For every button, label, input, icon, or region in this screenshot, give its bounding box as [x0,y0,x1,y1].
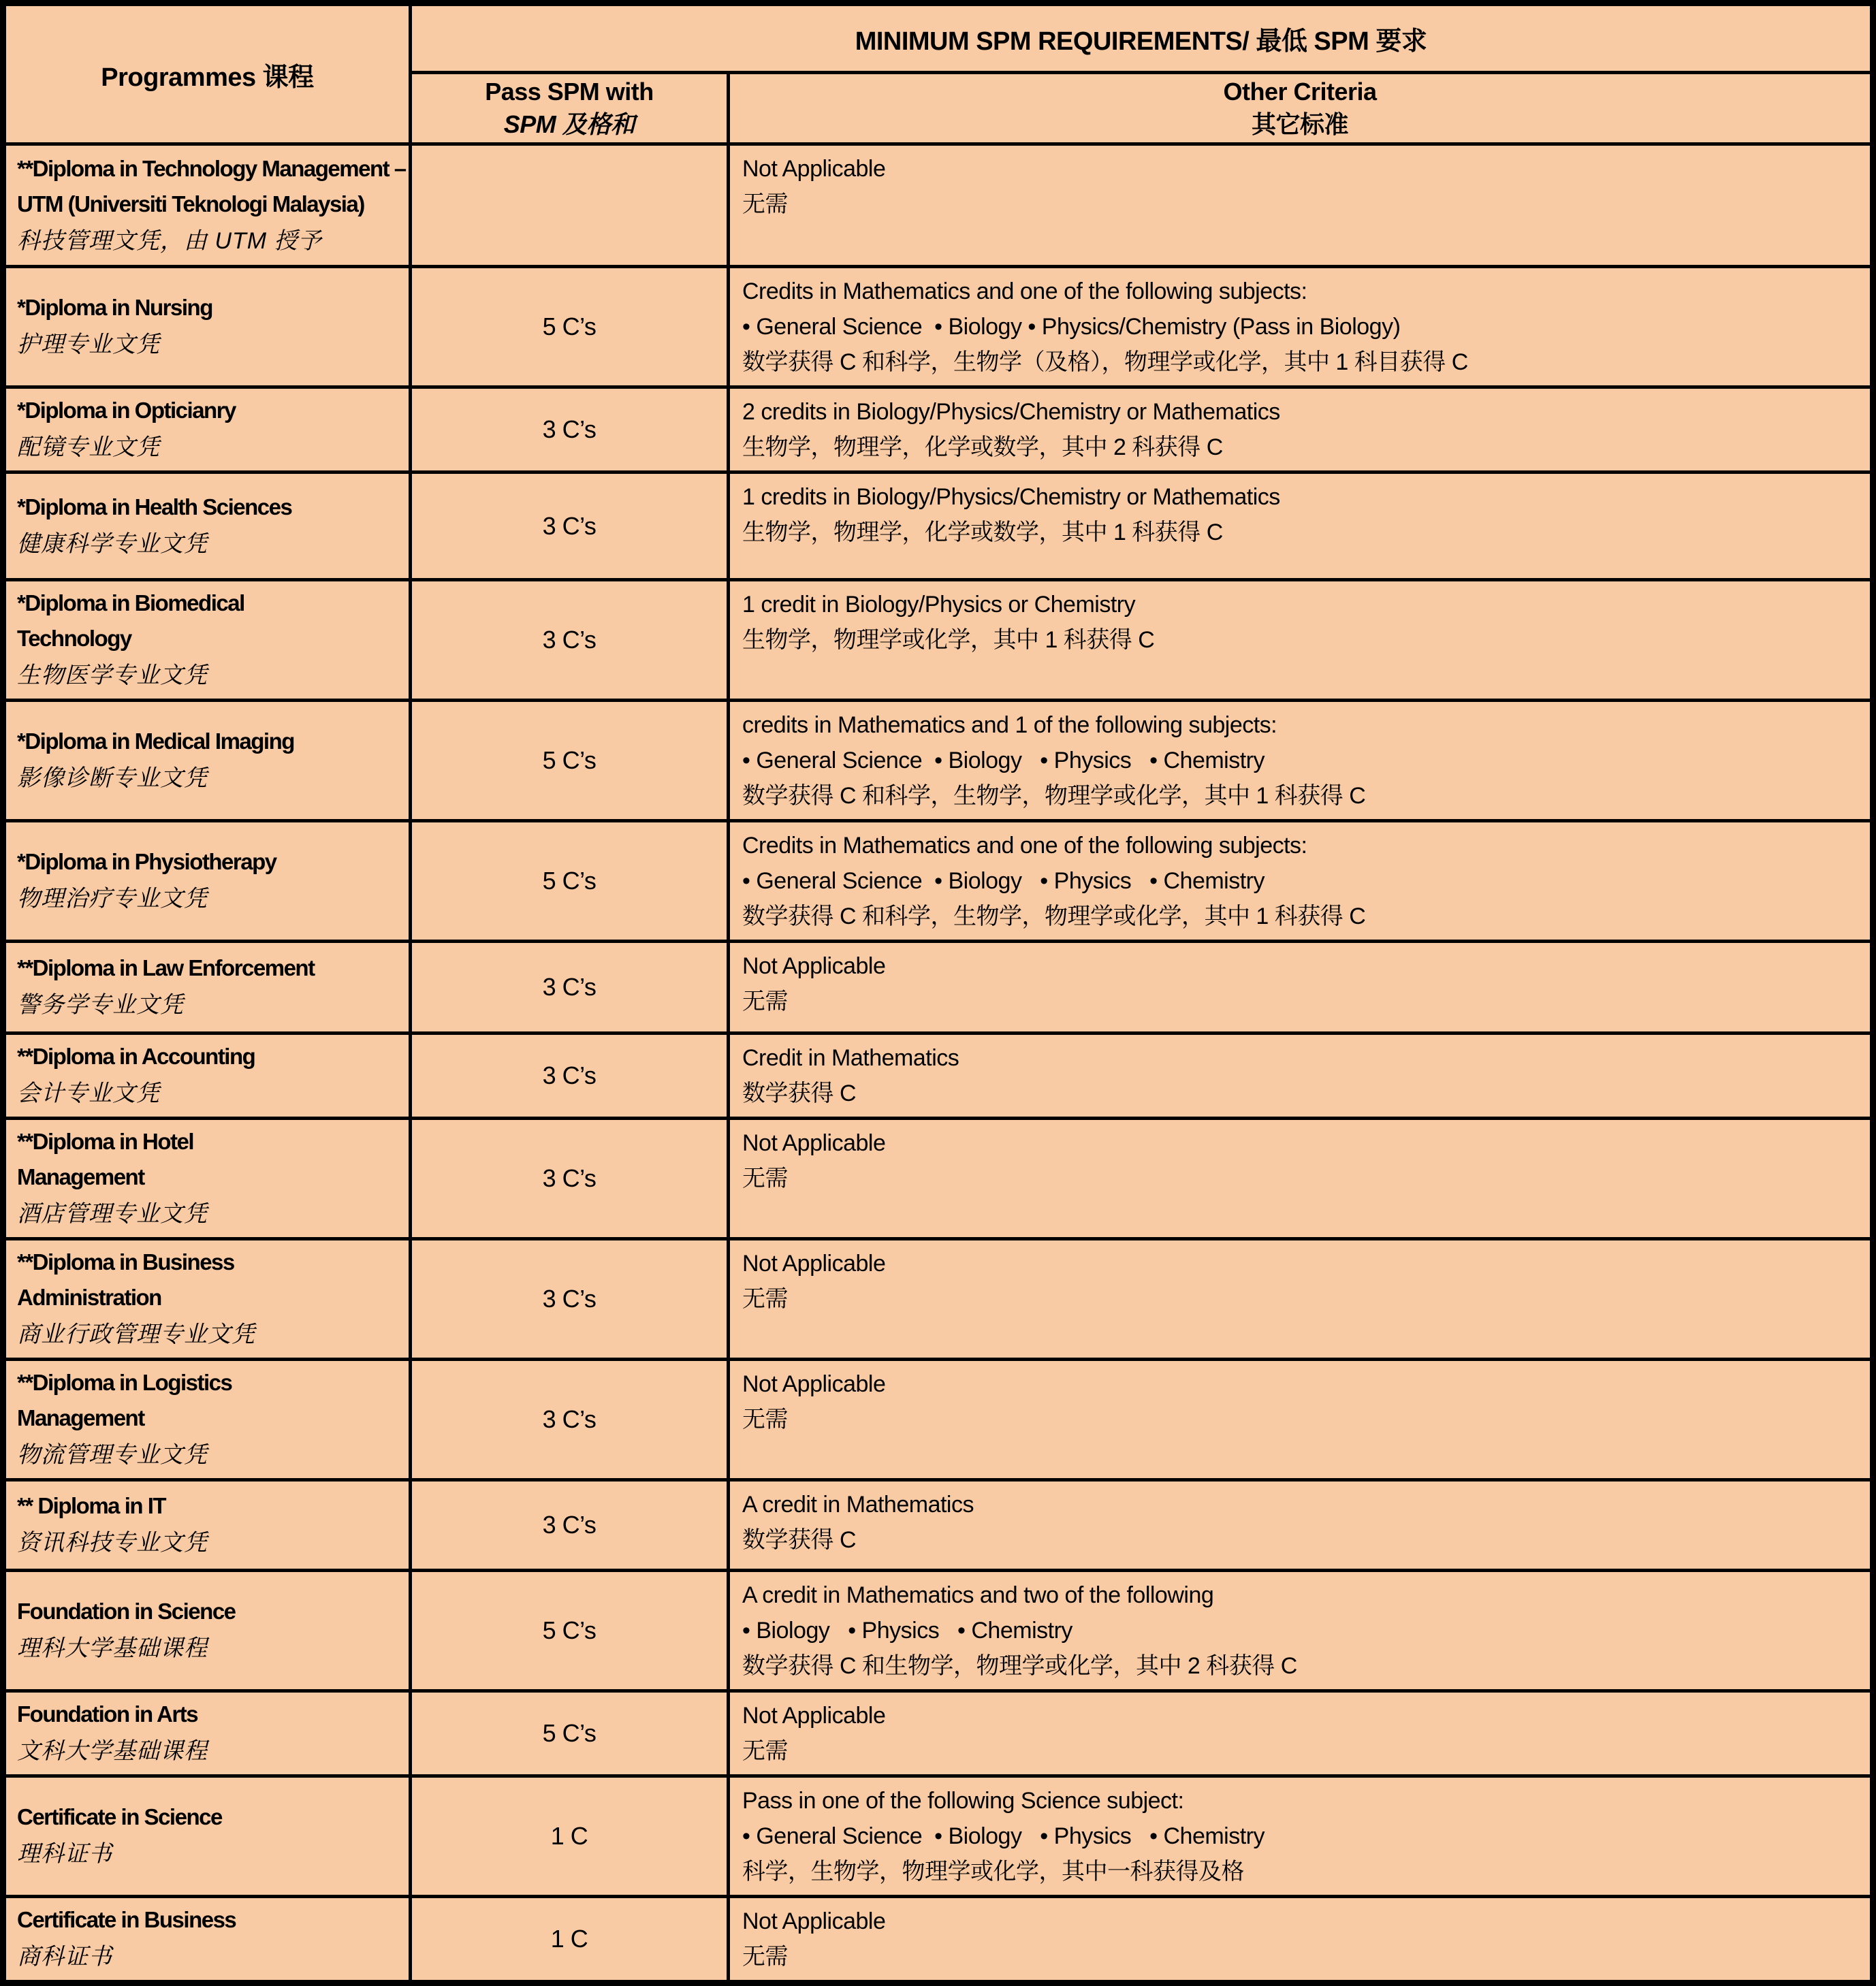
criteria-cell [729,1239,1873,1360]
criteria-line: Not Applicable [742,1703,886,1729]
criteria-line: 1 credit in Biology/Physics or Chemistry [742,592,1136,618]
criteria-line: • General Science • Biology • Physics • Chemistry [742,748,1265,773]
programme-cell [3,1480,411,1571]
criteria-line: 无需 [742,989,788,1014]
programme-cell [3,580,411,701]
programme-name-zh: 酒店管理专业文凭 [17,1201,208,1227]
programme-name-en: Foundation in Science [17,1599,236,1624]
criteria-cell [729,1776,1873,1897]
programme-name-zh: 影像诊断专业文凭 [17,765,208,791]
criteria-line: • General Science • Biology • Physics/Chemistry (Pass in Biology) [742,314,1401,340]
criteria-line: 生物学，物理学或化学，其中 1 科获得 C [742,627,1155,653]
criteria-cell [729,387,1873,473]
programme-name-en: Administration [17,1285,161,1310]
programme-cell [3,821,411,942]
criteria-line: 无需 [742,1166,788,1191]
header-other-criteria-line1: Other Criteria [1223,78,1377,106]
table-row [3,144,1873,267]
pass-spm-value [411,144,729,267]
criteria-line: 数学获得 C [742,1080,856,1106]
programme-name-en: Management [17,1405,144,1430]
programme-name-en: Foundation in Arts [17,1701,198,1727]
criteria-line: • General Science • Biology • Physics • Chemistry [742,868,1265,894]
table-row [3,1480,1873,1571]
criteria-line: Not Applicable [742,1130,886,1156]
programme-cell [3,144,411,267]
criteria-line: Not Applicable [742,1371,886,1397]
criteria-cell [729,1034,1873,1119]
criteria-line: Not Applicable [742,953,886,979]
programme-name-en: *Diploma in Biomedical [17,590,244,615]
programme-cell [3,1360,411,1480]
programme-name-zh: 物流管理专业文凭 [17,1442,208,1468]
table-row [3,821,1873,942]
table-row [3,1239,1873,1360]
criteria-cell [729,1480,1873,1571]
header-other-criteria-line2: 其它标准 [1252,110,1349,138]
programme-name-zh: 商科证书 [17,1944,112,1970]
programme-cell [3,942,411,1034]
programme-name-en: **Diploma in Technology Management – [17,155,406,181]
table-row [3,473,1873,580]
table-row [3,1776,1873,1897]
table-row [3,701,1873,821]
pass-spm-value: 1 C [411,1897,729,1983]
programme-name-en: *Diploma in Nursing [17,295,212,320]
header-pass-spm-line1: Pass SPM with [485,78,654,106]
header-pass-spm-line2: SPM 及格和 [503,110,635,138]
table-row [3,387,1873,473]
header-minimum-spm-requirements: MINIMUM SPM REQUIREMENTS/ 最低 SPM 要求 [411,3,1873,73]
table-row [3,1119,1873,1239]
pass-spm-value: 5 C’s [411,267,729,387]
criteria-cell [729,1571,1873,1691]
criteria-line: A credit in Mathematics and two of the following [742,1582,1214,1608]
table-row [3,942,1873,1034]
programme-name-en: Technology [17,626,131,651]
criteria-line: 生物学，物理学，化学或数学，其中 1 科获得 C [742,519,1223,545]
programme-cell [3,473,411,580]
programme-name-en: ** Diploma in IT [17,1493,166,1518]
programme-name-en: **Diploma in Logistics [17,1370,232,1395]
table-row [3,1691,1873,1776]
programme-name-zh: 生物医学专业文凭 [17,662,208,688]
programme-name-en: **Diploma in Accounting [17,1044,255,1069]
programme-name-zh: 配镜专业文凭 [17,434,160,460]
programme-name-zh: 健康科学专业文凭 [17,530,208,557]
table-row [3,267,1873,387]
programme-name-en: **Diploma in Hotel [17,1129,194,1154]
programme-cell [3,701,411,821]
programme-name-en: *Diploma in Physiotherapy [17,849,276,874]
programme-name-en: Certificate in Science [17,1804,222,1829]
criteria-line: 无需 [742,1738,788,1764]
criteria-line: Credit in Mathematics [742,1045,959,1071]
table-row [3,580,1873,701]
criteria-line: A credit in Mathematics [742,1492,974,1518]
table-row [3,1897,1873,1983]
programme-cell [3,1119,411,1239]
programme-name-en: UTM (Universiti Teknologi Malaysia) [17,191,364,217]
criteria-line: credits in Mathematics and 1 of the following subjects: [742,712,1277,738]
pass-spm-value: 3 C’s [411,1480,729,1571]
programme-name-en: Certificate in Business [17,1907,236,1932]
header-pass-spm [411,73,729,144]
criteria-cell [729,144,1873,267]
pass-spm-value: 5 C’s [411,1691,729,1776]
criteria-cell [729,473,1873,580]
programme-name-zh: 警务学专业文凭 [17,992,184,1018]
criteria-cell [729,580,1873,701]
criteria-cell [729,1691,1873,1776]
criteria-line: 无需 [742,1407,788,1432]
criteria-line: 生物学，物理学，化学或数学，其中 2 科获得 C [742,434,1223,460]
programme-cell [3,1034,411,1119]
pass-spm-value: 3 C’s [411,1034,729,1119]
criteria-line: 无需 [742,1286,788,1312]
criteria-line: 科学，生物学，物理学或化学，其中一科获得及格 [742,1859,1244,1885]
programme-cell [3,1776,411,1897]
pass-spm-value: 5 C’s [411,701,729,821]
criteria-cell [729,1897,1873,1983]
programme-name-zh: 理科大学基础课程 [17,1635,208,1661]
criteria-line: 数学获得 C 和科学，生物学，物理学或化学，其中 1 科获得 C [742,783,1366,809]
pass-spm-value: 3 C’s [411,387,729,473]
criteria-line: 2 credits in Biology/Physics/Chemistry or Mathematics [742,399,1280,425]
table-row [3,1034,1873,1119]
criteria-line: 1 credits in Biology/Physics/Chemistry or Mathematics [742,484,1280,510]
criteria-line: 数学获得 C [742,1527,856,1553]
criteria-line: Not Applicable [742,1908,886,1934]
pass-spm-value: 3 C’s [411,1119,729,1239]
criteria-line: Pass in one of the following Science subject: [742,1788,1184,1814]
table-row [3,1571,1873,1691]
programme-name-en: *Diploma in Medical Imaging [17,728,294,754]
header-other-criteria [729,73,1873,144]
pass-spm-value: 3 C’s [411,580,729,701]
criteria-cell [729,1360,1873,1480]
criteria-line: • Biology • Physics • Chemistry [742,1618,1072,1644]
programme-name-zh: 物理治疗专业文凭 [17,886,208,912]
criteria-line: Not Applicable [742,156,886,182]
programme-name-en: *Diploma in Opticianry [17,398,236,423]
programme-name-zh: 理科证书 [17,1841,112,1867]
programme-name-zh: 资讯科技专业文凭 [17,1530,208,1556]
programme-cell [3,1897,411,1983]
programme-cell [3,1239,411,1360]
programme-name-zh: 护理专业文凭 [17,332,160,357]
pass-spm-value: 5 C’s [411,821,729,942]
programme-name-en: **Diploma in Law Enforcement [17,955,315,980]
pass-spm-value: 5 C’s [411,1571,729,1691]
pass-spm-value: 3 C’s [411,942,729,1034]
programme-name-en: **Diploma in Business [17,1249,234,1275]
criteria-cell [729,267,1873,387]
pass-spm-value: 1 C [411,1776,729,1897]
criteria-line: 数学获得 C 和科学，生物学，物理学或化学，其中 1 科获得 C [742,903,1366,929]
programme-cell [3,1571,411,1691]
criteria-line: 无需 [742,191,788,217]
criteria-line: 数学获得 C 和生物学，物理学或化学，其中 2 科获得 C [742,1653,1297,1679]
programme-name-zh: 科技管理文凭，由 UTM 授予 [17,227,322,254]
criteria-cell [729,821,1873,942]
criteria-line: 数学获得 C 和科学，生物学（及格），物理学或化学，其中 1 科目获得 C [742,349,1468,375]
programme-cell [3,387,411,473]
programme-name-zh: 文科大学基础课程 [17,1738,208,1764]
criteria-line: • General Science • Biology • Physics • Chemistry [742,1823,1265,1849]
programme-name-zh: 会计专业文凭 [17,1080,160,1106]
pass-spm-value: 3 C’s [411,473,729,580]
programme-name-zh: 商业行政管理专业文凭 [17,1322,255,1347]
programme-name-en: *Diploma in Health Sciences [17,494,292,519]
pass-spm-value: 3 C’s [411,1360,729,1480]
table-body [3,144,1873,1983]
table-row [3,1360,1873,1480]
programme-cell [3,1691,411,1776]
criteria-cell [729,701,1873,821]
pass-spm-value: 3 C’s [411,1239,729,1360]
header-programmes: Programmes 课程 [3,3,411,144]
table-header [3,3,1873,144]
criteria-cell [729,1119,1873,1239]
criteria-line: 无需 [742,1944,788,1970]
criteria-line: Not Applicable [742,1251,886,1277]
criteria-line: Credits in Mathematics and one of the following subjects: [742,278,1307,304]
criteria-line: Credits in Mathematics and one of the following subjects: [742,833,1307,859]
programme-name-en: Management [17,1164,144,1189]
criteria-cell [729,942,1873,1034]
programme-cell [3,267,411,387]
